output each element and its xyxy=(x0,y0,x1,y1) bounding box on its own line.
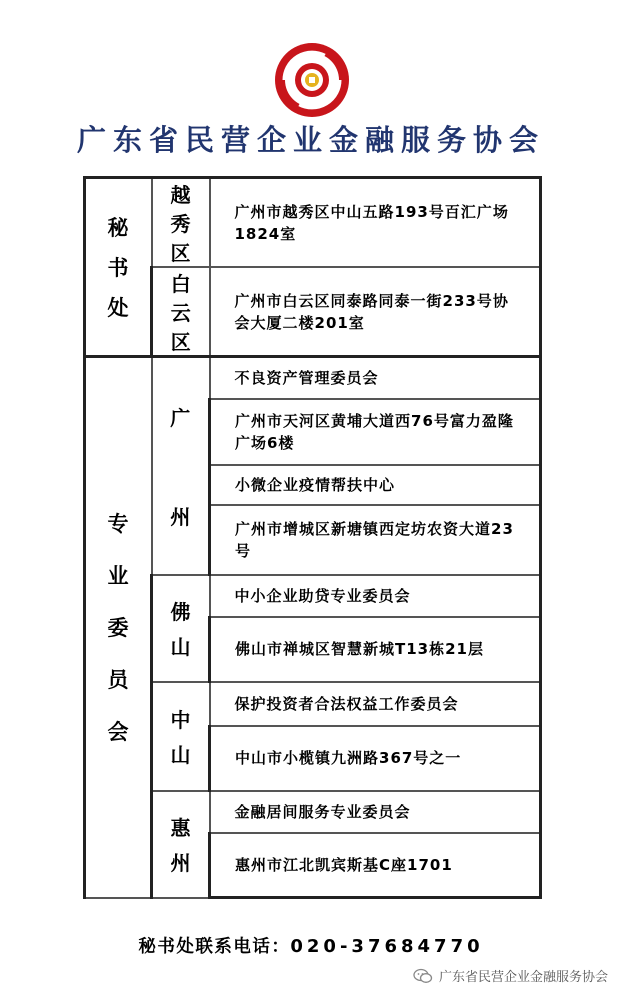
committee-name: 金融居间服务专业委员会 xyxy=(210,791,541,833)
city-label: 中 山 xyxy=(152,682,210,791)
address: 广州市增城区新塘镇西定坊农资大道23号 xyxy=(210,505,541,575)
area-label: 白 云 区 xyxy=(152,267,210,357)
contact-label: 秘书处联系电话： xyxy=(138,937,291,957)
address: 惠州市江北凯宾斯基C座1701 xyxy=(210,833,541,898)
address: 广州市白云区同泰路同泰一街233号协会大厦二楼201室 xyxy=(210,267,541,357)
address: 广州市天河区黄埔大道西76号富力盈隆广场6楼 xyxy=(210,399,541,465)
address: 中山市小榄镇九洲路367号之一 xyxy=(210,726,541,791)
secretariat-label: 秘 书 处 xyxy=(85,178,152,357)
wechat-icon xyxy=(413,968,433,984)
committee-name: 不良资产管理委员会 xyxy=(210,357,541,399)
contact-line xyxy=(0,933,622,958)
committee-table xyxy=(83,355,542,899)
contact-phone: 020-37684770 xyxy=(290,936,484,957)
association-logo xyxy=(272,40,352,120)
address: 广州市越秀区中山五路193号百汇广场1824室 xyxy=(210,178,541,268)
secretariat-table xyxy=(83,176,542,358)
committee-name: 小微企业疫情帮扶中心 xyxy=(210,465,541,505)
committee-name: 保护投资者合法权益工作委员会 xyxy=(210,682,541,726)
address: 佛山市禅城区智慧新城T13栋21层 xyxy=(210,617,541,682)
page-title: 广东省民营企业金融服务协会 xyxy=(76,123,545,157)
city-label: 惠 州 xyxy=(152,791,210,898)
wechat-watermark xyxy=(413,966,608,985)
city-label: 广 州 xyxy=(152,357,210,575)
city-label: 佛 山 xyxy=(152,575,210,682)
watermark-text: 广东省民营企业金融服务协会 xyxy=(438,970,608,985)
committee-label: 专 业 委 员 会 xyxy=(85,357,152,898)
committee-name: 中小企业助贷专业委员会 xyxy=(210,575,541,617)
area-label: 越 秀 区 xyxy=(152,178,210,268)
